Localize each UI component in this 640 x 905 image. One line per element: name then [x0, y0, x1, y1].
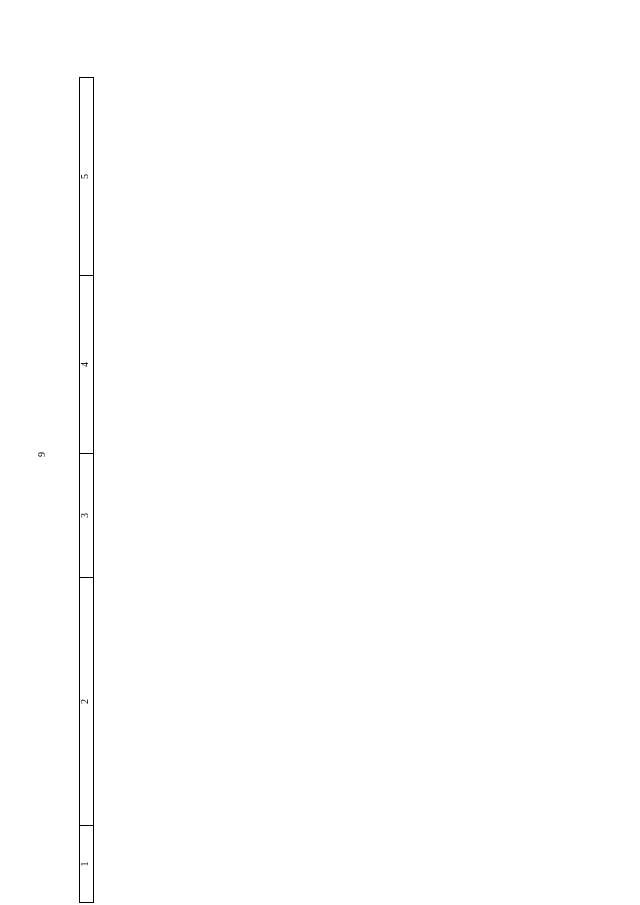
tariff-table	[79, 77, 94, 903]
header-col-5: 5	[80, 78, 94, 276]
header-col-2: 2	[80, 578, 94, 826]
page-number: 9	[37, 452, 48, 457]
header-row	[80, 78, 94, 903]
tariff-table-sheet	[79, 78, 409, 903]
header-col-4: 4	[80, 276, 94, 454]
header-col-3: 3	[80, 454, 94, 578]
header-col-1: 1	[80, 826, 94, 903]
